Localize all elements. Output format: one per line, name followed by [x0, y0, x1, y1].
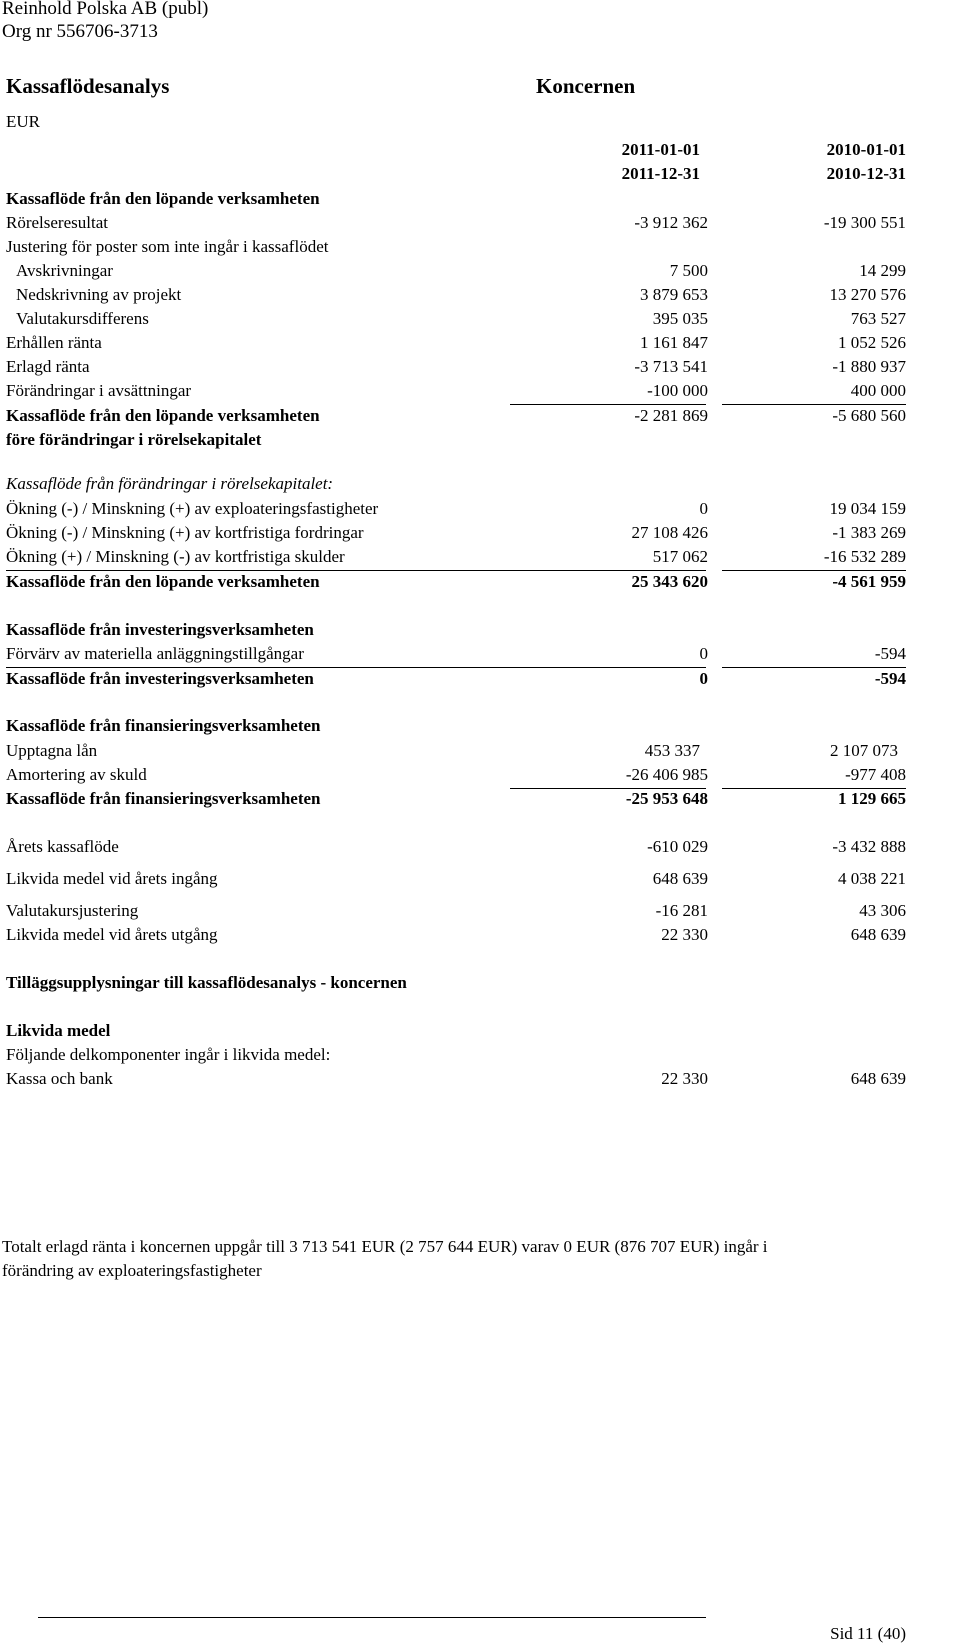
row-label: Följande delkomponenter ingår i likvida medel:: [6, 1045, 331, 1064]
table-row: [6, 765, 906, 789]
value-2010: 14 299: [859, 261, 906, 280]
value-2010: 763 527: [850, 309, 906, 328]
value-2011: -610 029: [647, 837, 708, 856]
row-label: Upptagna lån: [6, 741, 98, 760]
row-label: Justering för poster som inte ingår i kassaflödet: [6, 237, 329, 256]
sum-rule: [6, 667, 706, 668]
table-row: [6, 1045, 906, 1069]
value-2011: 0: [699, 499, 708, 518]
value-2011: 395 035: [652, 309, 708, 328]
table-row: [6, 925, 906, 949]
row-label: Avskrivningar: [16, 261, 113, 280]
value-2010: 43 306: [859, 901, 906, 920]
company-name: Reinhold Polska AB (publ): [2, 0, 209, 19]
table-row: [6, 381, 906, 405]
value-2010: -594: [874, 644, 906, 663]
org-number: Org nr 556706-3713: [2, 21, 158, 42]
row-label: Valutakursjustering: [6, 901, 139, 920]
value-2010: 4 038 221: [838, 869, 906, 888]
section-header-working-capital: [6, 474, 906, 498]
period1-to: 2011-12-31: [621, 164, 700, 183]
table-row: [6, 547, 906, 571]
row-label: Likvida medel: [6, 1021, 111, 1040]
value-2011: 3 879 653: [640, 285, 708, 304]
value-2010: 13 270 576: [829, 285, 906, 304]
cash-heading: [6, 1021, 906, 1045]
supplementary-heading: [6, 973, 906, 997]
sum-rule: [722, 404, 906, 405]
row-label: Ökning (-) / Minskning (+) av exploateringsfastigheter: [6, 499, 379, 518]
row-label: Kassa och bank: [6, 1069, 113, 1088]
value-2010: -977 408: [845, 765, 906, 784]
section-header-financing: [6, 716, 906, 740]
row-label: Valutakursdifferens: [16, 309, 149, 328]
table-row: [6, 837, 906, 861]
row-label: Erhållen ränta: [6, 333, 102, 352]
row-label: Ökning (-) / Minskning (+) av kortfristiga fordringar: [6, 523, 364, 542]
value-2010: -3 432 888: [832, 837, 906, 856]
value-2011: -16 281: [655, 901, 708, 920]
table-row: [6, 333, 906, 357]
subtotal-row-continuation: [6, 430, 906, 454]
value-2011: 648 639: [652, 869, 708, 888]
row-label: Nedskrivning av projekt: [16, 285, 182, 304]
value-2011: 22 330: [661, 925, 708, 944]
table-row: [6, 237, 906, 261]
period2-from: 2010-01-01: [826, 140, 906, 159]
value-2011: -2 281 869: [634, 406, 708, 425]
row-label: Förvärv av materiella anläggningstillgångar: [6, 644, 304, 663]
page-number: Sid 11 (40): [830, 1624, 906, 1643]
footer-rule: [38, 1617, 706, 1618]
value-2011: 517 062: [652, 547, 708, 566]
table-row: [6, 901, 906, 925]
total-row: [6, 789, 906, 813]
value-2010: -594: [874, 669, 906, 688]
value-2011: -100 000: [647, 381, 708, 400]
value-2010: -19 300 551: [823, 213, 906, 232]
value-2010: -16 532 289: [823, 547, 906, 566]
value-2011: -3 713 541: [634, 357, 708, 376]
value-2010: -1 880 937: [832, 357, 906, 376]
table-row: [6, 499, 906, 523]
value-2011: 22 330: [661, 1069, 708, 1088]
currency-label: EUR: [6, 112, 40, 131]
row-label: Kassaflöde från finansieringsverksamheten: [6, 789, 321, 808]
value-2010: 2 107 073: [830, 741, 898, 760]
statement-title: Kassaflödesanalys: [6, 74, 170, 98]
section-header-investing: [6, 620, 906, 644]
value-2011: -26 406 985: [625, 765, 708, 784]
value-2010: 1 052 526: [838, 333, 906, 352]
row-label: Kassaflöde från förändringar i rörelsekapitalet:: [6, 474, 334, 493]
table-row: [6, 644, 906, 668]
table-row: [6, 523, 906, 547]
total-row: [6, 669, 906, 693]
row-label: före förändringar i rörelsekapitalet: [6, 430, 262, 449]
value-2010: 648 639: [850, 925, 906, 944]
value-2011: 0: [699, 669, 708, 688]
row-label: Förändringar i avsättningar: [6, 381, 192, 400]
value-2010: 648 639: [850, 1069, 906, 1088]
sum-rule: [6, 570, 706, 571]
entity-title: Koncernen: [536, 74, 636, 98]
value-2010: -4 561 959: [832, 572, 906, 591]
value-2010: 1 129 665: [838, 789, 906, 808]
value-2011: 7 500: [669, 261, 708, 280]
value-2011: 1 161 847: [640, 333, 708, 352]
sum-rule: [510, 404, 706, 405]
table-row: [6, 357, 906, 381]
row-label: Likvida medel vid årets utgång: [6, 925, 218, 944]
value-2010: -1 383 269: [832, 523, 906, 542]
table-row: [6, 213, 906, 237]
section-header-operating: [6, 189, 906, 213]
row-label: Kassaflöde från finansieringsverksamheten: [6, 716, 321, 735]
value-2010: 19 034 159: [829, 499, 906, 518]
table-row: [6, 741, 906, 765]
row-label: Ökning (+) / Minskning (-) av kortfristiga skulder: [6, 547, 345, 566]
table-row: [6, 869, 906, 893]
table-row: [6, 1069, 906, 1093]
table-row: [6, 309, 906, 333]
total-row: [6, 572, 906, 596]
row-label: Tilläggsupplysningar till kassaflödesanalys - koncernen: [6, 973, 407, 992]
footnote-line2: förändring av exploateringsfastigheter: [2, 1261, 262, 1280]
period2-to: 2010-12-31: [826, 164, 906, 183]
table-row: [6, 285, 906, 309]
value-2010: 400 000: [850, 381, 906, 400]
value-2011: 27 108 426: [631, 523, 708, 542]
row-label: Årets kassaflöde: [6, 837, 119, 856]
row-label: Amortering av skuld: [6, 765, 147, 784]
sum-rule: [722, 570, 906, 571]
sum-rule: [722, 667, 906, 668]
value-2010: -5 680 560: [832, 406, 906, 425]
footnote-line1: Totalt erlagd ränta i koncernen uppgår till 3 713 541 EUR (2 757 644 EUR) varav 0 EUR (876 707 EUR) ingår i: [2, 1237, 768, 1256]
value-2011: 0: [699, 644, 708, 663]
value-2011: -3 912 362: [634, 213, 708, 232]
row-label: Kassaflöde från investeringsverksamheten: [6, 620, 314, 639]
value-2011: -25 953 648: [625, 789, 708, 808]
row-label: Kassaflöde från investeringsverksamheten: [6, 669, 314, 688]
subtotal-row: [6, 406, 906, 430]
table-row: [6, 261, 906, 285]
period1-from: 2011-01-01: [621, 140, 700, 159]
row-label: Erlagd ränta: [6, 357, 90, 376]
row-label: Kassaflöde från den löpande verksamheten: [6, 189, 320, 208]
row-label: Kassaflöde från den löpande verksamheten: [6, 572, 320, 591]
value-2011: 25 343 620: [631, 572, 708, 591]
row-label: Rörelseresultat: [6, 213, 108, 232]
row-label: Kassaflöde från den löpande verksamheten: [6, 406, 320, 425]
value-2011: 453 337: [644, 741, 700, 760]
row-label: Likvida medel vid årets ingång: [6, 869, 218, 888]
